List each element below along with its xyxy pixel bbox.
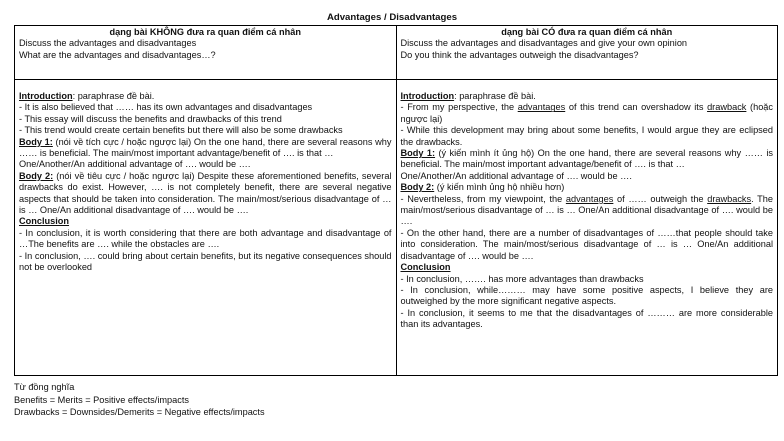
left-column-heading: dạng bài KHÔNG đưa ra quan điểm cá nhân (109, 27, 301, 37)
left-intro-line: - This trend would create certain benefits but there will also be some drawbacks (19, 125, 343, 136)
comparison-table (14, 25, 778, 376)
left-body1-text: (nói về tích cực / hoặc ngược lại) On the one hand, there are several reasons why …… is beneficial. The main/most important advantage/benefit of …. is that … (19, 136, 392, 159)
right-intro-line: - While this development may bring about some benefits, I would argue they are eclipsed the drawbacks. (400, 125, 773, 147)
synonyms-line: Drawbacks = Downsides/Demerits = Negative effects/impacts (14, 407, 265, 418)
left-introduction-text: : paraphrase đề bài. (72, 91, 155, 101)
right-intro-text: (hoặc ngược lại) (400, 102, 774, 124)
left-intro-line: - It is also believed that …… has its own advantages and disadvantages (19, 102, 313, 113)
right-intro-line (401, 102, 774, 125)
left-prompt-line: What are the advantages and disadvantages…? (19, 49, 216, 60)
right-body2-text: - Nevertheless, from my viewpoint, the (400, 193, 566, 204)
left-conclusion-line: - In conclusion, …. could bring about certain benefits, but its negative consequences should not be overlooked (19, 250, 392, 273)
left-body2-label: Body 2: (19, 170, 54, 181)
right-body1-extra: One/Another/An additional advantage of …. would be …. (400, 170, 632, 181)
right-introduction-text: : paraphrase đề bài. (454, 91, 536, 101)
right-body2-underlined: advantages (565, 193, 614, 204)
right-conclusion-line: - In conclusion, ……. has more advantages than drawbacks (400, 273, 644, 284)
left-prompt-line: Discuss the advantages and disadvantages (19, 38, 197, 49)
left-conclusion-line: - In conclusion, it is worth considering that there are both advantage and disadvantage of …The benefits are …. while the obstacles are …. (19, 227, 392, 250)
right-body1-label: Body 1: (400, 148, 436, 159)
right-body2-underlined: drawbacks (707, 193, 752, 204)
left-conclusion-label: Conclusion (19, 216, 70, 227)
right-header-cell (396, 26, 778, 80)
right-conclusion-line: - In conclusion, while……… may have some positive aspects, I believe they are outweighed by the more significant negative aspects. (400, 284, 773, 307)
right-intro-text: of this trend can overshadow its (565, 102, 708, 113)
right-body2-text: (ý kiến mình ủng hộ nhiều hơn) (434, 182, 565, 193)
right-body2 (401, 182, 774, 193)
page-title: Advantages / Disadvantages (326, 12, 458, 23)
right-introduction (401, 91, 774, 102)
left-body2-text: (nói về tiêu cực / hoặc ngược lại) Despite these aforementioned benefits, several drawbacks do exist. However, …. is not completely benefit, there are several negative aspects that should be taken into consideration. The main/most/serious disadvantage of … is … One/An additional disadvantage of …. would be …. (19, 170, 392, 216)
left-intro-line: - This essay will discuss the benefits and drawbacks of this trend (19, 113, 282, 124)
right-conclusion-line: - In conclusion, it seems to me that the disadvantages of ……… are more considerable than its advantages. (400, 307, 773, 330)
right-intro-underlined: drawback (707, 102, 747, 113)
left-header-cell (15, 26, 397, 80)
right-intro-underlined: advantages (517, 102, 566, 113)
right-introduction-label: Introduction (400, 91, 455, 101)
right-prompt-line: Discuss the advantages and disadvantages and give your own opinion (400, 38, 688, 49)
right-intro-text: - From my perspective, the (400, 102, 518, 113)
left-body2 (19, 171, 392, 217)
left-introduction-label: Introduction (19, 91, 73, 101)
left-body1 (19, 137, 392, 160)
right-body2-label: Body 2: (400, 182, 435, 193)
synonyms-section (14, 381, 265, 419)
right-body-cell (396, 80, 778, 376)
left-introduction (19, 91, 392, 102)
right-body1-text: (ý kiến mình ít ủng hộ) On the one hand, there are several reasons why …… is beneficial. The main/most important advantage/benefit of …. is that … (400, 148, 773, 170)
left-body1-label: Body 1: (19, 136, 53, 147)
right-conclusion-label: Conclusion (400, 262, 451, 273)
synonyms-heading: Từ đồng nghĩa (14, 382, 75, 392)
left-body1-extra: One/Another/An additional advantage of …. would be …. (19, 159, 251, 170)
right-body2-line (401, 194, 774, 228)
right-body1 (401, 148, 774, 171)
left-body-cell (15, 80, 397, 376)
right-body2-text: of …… outweigh the (613, 193, 708, 204)
synonyms-line: Benefits = Merits = Positive effects/impacts (14, 394, 189, 405)
right-body2-line: - On the other hand, there are a number of disadvantages of ……that people should take into consideration. The main/most/serious disadvantage of … is … One/An additional disadvantage of …. would be …. (400, 227, 773, 261)
right-prompt-line: Do you think the advantages outweigh the disadvantages? (400, 49, 639, 60)
right-body2-text: . The main/most/serious disadvantage of … is … One/An additional disadvantage of …. would be …. (400, 193, 773, 227)
right-column-heading: dạng bài CÓ đưa ra quan điểm cá nhân (501, 27, 673, 37)
